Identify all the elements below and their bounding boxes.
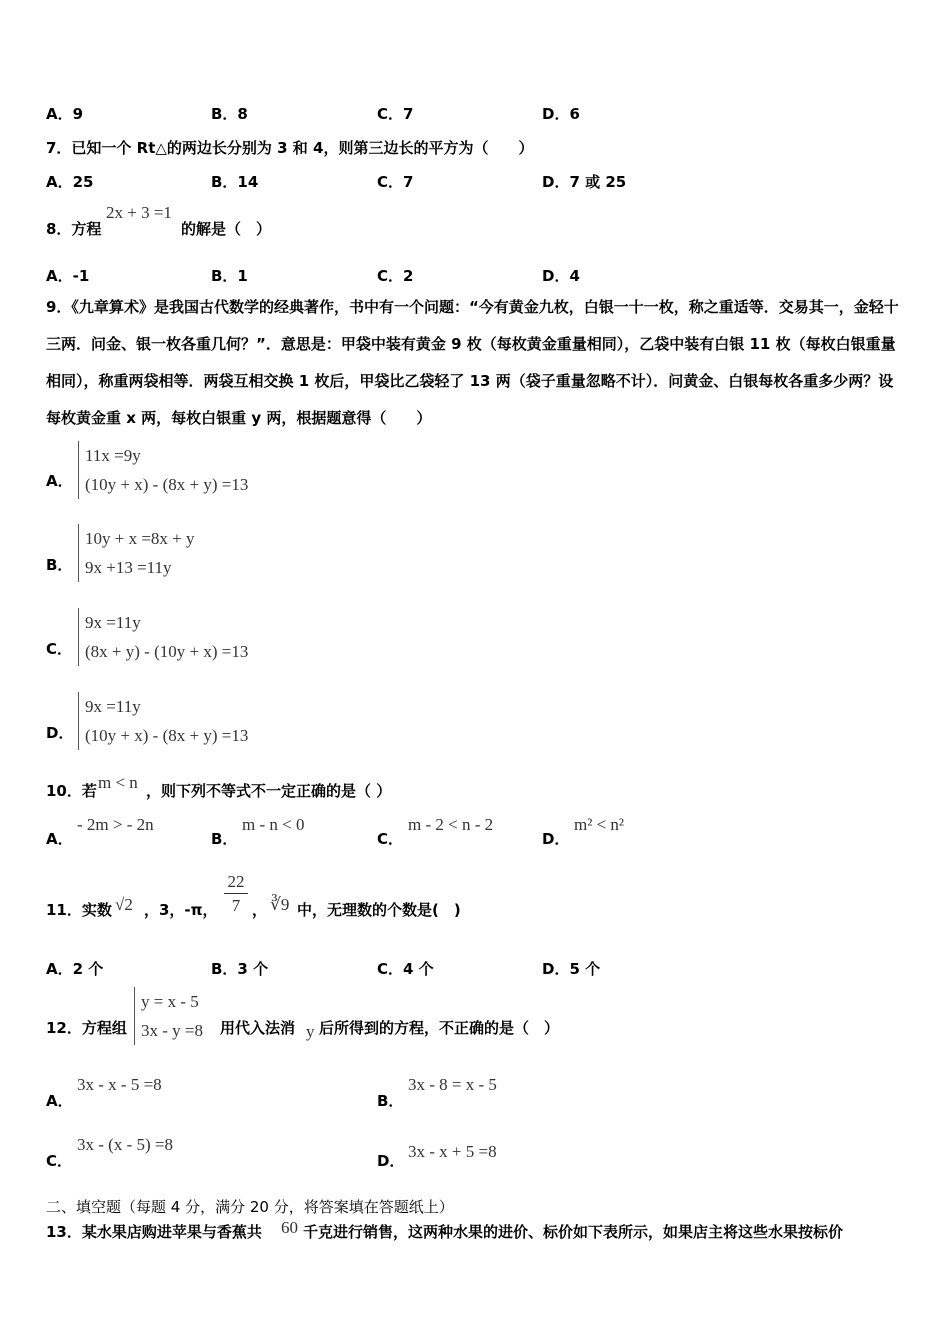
q11-frac-num: 22: [224, 871, 248, 894]
q10-option-d-label: D．: [542, 830, 570, 848]
q9-option-d-label: D．: [46, 724, 74, 742]
q6-option-b: B．8: [211, 105, 248, 123]
q6-option-d: D．6: [542, 105, 580, 123]
q8-equation: 2x + 3 =1: [106, 203, 172, 222]
q11-option-d: D．5 个: [542, 960, 601, 978]
q9-d-eq2: (10y + x) - (8x + y) =13: [85, 726, 249, 745]
q7-option-c: C．7: [377, 173, 414, 191]
q8-suffix: 的解是（ ）: [181, 220, 272, 238]
q12-option-d: 3x - x + 5 =8: [408, 1142, 497, 1161]
q12-option-d-label: D．: [377, 1152, 405, 1170]
q11-cbrt9: ∛9: [270, 895, 290, 914]
q6-option-c: C．7: [377, 105, 414, 123]
q11-frac-den: 7: [231, 896, 241, 915]
q12-option-b-label: B．: [377, 1092, 404, 1110]
q12-eq1: y = x - 5: [141, 992, 199, 1011]
q9-a-eq2: (10y + x) - (8x + y) =13: [85, 475, 249, 494]
q10-option-c-label: C．: [377, 830, 404, 848]
q7-option-a: A．25: [46, 173, 94, 191]
q7-option-b: B．14: [211, 173, 259, 191]
q8-option-b: B．1: [211, 267, 248, 285]
q12-option-a-label: A．: [46, 1092, 73, 1110]
q12-option-c-label: C．: [46, 1152, 73, 1170]
q10-option-a: - 2m > - 2n: [77, 815, 154, 834]
q9-b-eq1: 10y + x =8x + y: [85, 529, 195, 548]
section-2-title: 二、填空题（每题 4 分，满分 20 分，将答案填在答题纸上）: [46, 1198, 454, 1216]
q9-option-c-system: [78, 608, 248, 666]
q12-mid: 用代入法消: [220, 1019, 296, 1037]
q11-fraction: [224, 871, 248, 918]
q11-option-c: C．4 个: [377, 960, 434, 978]
q13-suffix: 千克进行销售，这两种水果的进价、标价如下表所示，如果店主将这些水果按标价: [303, 1223, 844, 1241]
q9-c-eq2: (8x + y) - (10y + x) =13: [85, 642, 249, 661]
q9-stem: 9．《九章算术》是我国古代数学的经典著作，书中有一个问题：“今有黄金九枚，白银一十一枚，称之重适等．交易其一，金轻十三两．问金、银一枚各重几何？”．意思是：甲袋中装有黄金 9 枚（每枚黄金重量相同），乙袋中装有白银 11 枚（每枚白银重量相同），称重两袋相等．两袋互相交换 1 枚后，甲袋比乙袋轻了 13 两（袋子重量忽略不计）．问黄金、白银每枚各重多少两？设每枚黄金重 x 两，每枚白银重 y 两，根据题意得（ ）: [46, 298, 899, 427]
q13-prefix: 13．某水果店购进苹果与香蕉共: [46, 1223, 262, 1241]
q11-prefix: 11．实数: [46, 901, 112, 919]
q11-sep1: ，3，-π，: [144, 901, 218, 919]
q7-option-d: D．7 或 25: [542, 173, 627, 191]
q11-option-a: A．2 个: [46, 960, 104, 978]
q8-option-d: D．4: [542, 267, 580, 285]
q8-option-c: C．2: [377, 267, 414, 285]
q9-b-eq2: 9x +13 =11y: [85, 558, 172, 577]
q10-option-c: m - 2 < n - 2: [408, 815, 494, 834]
q9-option-c-label: C．: [46, 640, 73, 658]
q9-c-eq1: 9x =11y: [85, 613, 141, 632]
q11-suffix: 中，无理数的个数是( ): [297, 901, 461, 919]
q9-d-eq1: 9x =11y: [85, 697, 141, 716]
q11-option-b: B．3 个: [211, 960, 269, 978]
q12-prefix: 12．方程组: [46, 1019, 127, 1037]
q9-option-d-system: [78, 692, 248, 750]
q10-suffix: ，则下列不等式不一定正确的是（ ）: [146, 782, 392, 800]
q10-option-d: m² < n²: [574, 815, 625, 834]
q12-option-a: 3x - x - 5 =8: [77, 1075, 162, 1094]
q12-option-b: 3x - 8 = x - 5: [408, 1075, 497, 1094]
q10-option-b-label: B．: [211, 830, 238, 848]
q9-option-a-label: A．: [46, 472, 73, 490]
q10-prefix: 10．若: [46, 782, 97, 800]
q6-option-a: A．9: [46, 105, 84, 123]
q10-option-a-label: A．: [46, 830, 73, 848]
q12-eq2: 3x - y =8: [141, 1021, 203, 1040]
q12-suffix: 后所得到的方程，不正确的是（ ）: [319, 1019, 560, 1037]
q12-var: y: [306, 1022, 315, 1041]
q10-condition: m < n: [98, 773, 138, 792]
q12-system: [134, 987, 203, 1045]
q10-option-b: m - n < 0: [242, 815, 305, 834]
q8-prefix: 8．方程: [46, 220, 102, 238]
q9-option-b-system: [78, 524, 195, 582]
q7-stem: 7．已知一个 Rt△的两边长分别为 3 和 4，则第三边长的平方为（ ）: [46, 139, 534, 157]
q11-sqrt2: √2: [115, 895, 133, 914]
q9-option-b-label: B．: [46, 556, 73, 574]
q9-option-a-system: [78, 441, 248, 499]
q11-sep2: ，: [252, 901, 268, 919]
q13-qty: 60: [281, 1218, 298, 1237]
q12-option-c: 3x - (x - 5) =8: [77, 1135, 173, 1154]
q9-a-eq1: 11x =9y: [85, 446, 141, 465]
q8-option-a: A．-1: [46, 267, 90, 285]
